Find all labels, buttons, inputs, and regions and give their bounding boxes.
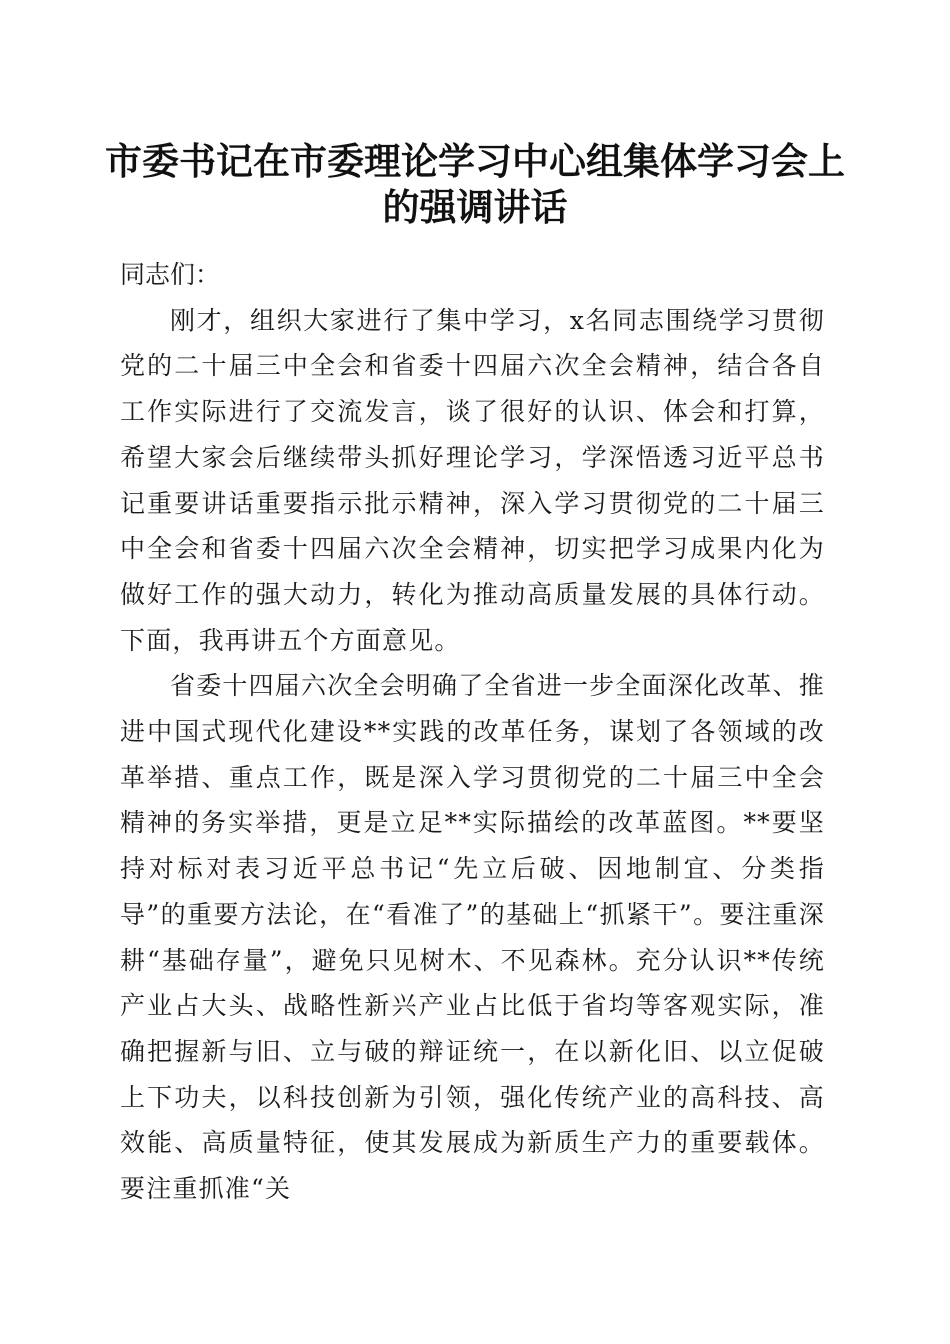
document-title: 市委书记在市委理论学习中心组集体学习会上的强调讲话 (105, 139, 845, 229)
paragraph-1: 刚才，组织大家进行了集中学习，x名同志围绕学习贯彻党的二十届三中全会和省委十四届六次全会精神，结合各自工作实际进行了交流发言，谈了很好的认识、体会和打算，希望大家会后继续带头抓好理论学习，学深悟透习近平总书记重要讲话重要指示批示精神，深入学习贯彻党的二十届三中全会和省委十四届六次全会精神，切实把学习成果内化为做好工作的强大动力，转化为推动高质量发展的具体行动。下面，我再讲五个方面意见。 (120, 305, 825, 655)
paragraph-2: 省委十四届六次全会明确了全省进一步全面深化改革、推进中国式现代化建设**实践的改革任务，谋划了各领域的改革举措、重点工作，既是深入学习贯彻党的二十届三中全会精神的务实举措，更是立足**实际描绘的改革蓝图。**要坚持对标对表习近平总书记“先立后破、因地制宜、分类指导”的重要方法论，在“看准了”的基础上“抓紧干”。要注重深耕“基础存量”，避免只见树木、不见森林。充分认识**传统产业占大头、战略性新兴产业占比低于省均等客观实际，准确把握新与旧、立与破的辩证统一，在以新化旧、以立促破上下功夫，以科技创新为引领，强化传统产业的高科技、高效能、高质量特征，使其发展成为新质生产力的重要载体。要注重抓准“关 (120, 671, 826, 1204)
document-body (120, 252, 825, 1212)
salutation: 同志们： (120, 260, 221, 289)
